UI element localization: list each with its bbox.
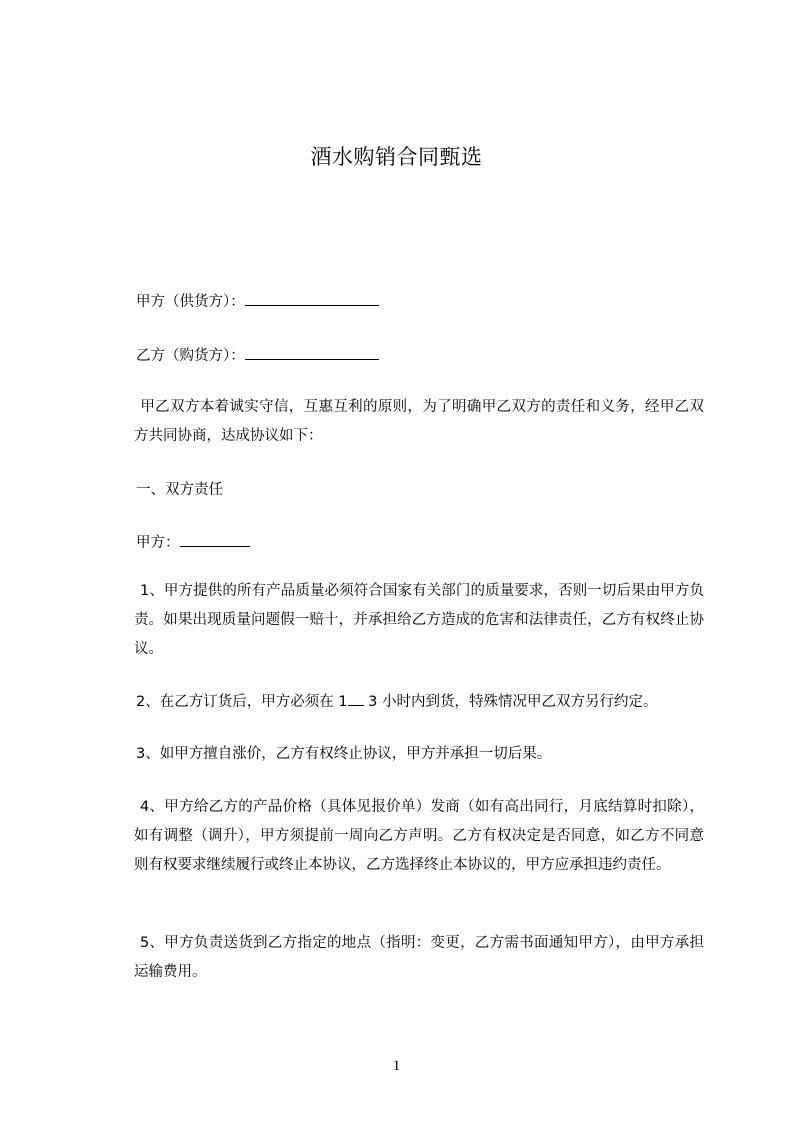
party-a-blank: [245, 291, 379, 306]
clause-4: [134, 793, 704, 880]
clause-5: [134, 929, 704, 987]
party-a-label: 甲方（供货方）：: [136, 294, 245, 310]
party-a-short-line: [136, 532, 250, 553]
clause-4-text: 4、甲方给乙方的产品价格（具体见报价单）发商（如有高出同行，月底结算时扣除），如有调整（调升），甲方须提前一周向乙方声明。乙方有权决定是否同意，如乙方不同意则有权要求继续履行或终止本协议，乙方选择终止本协议的，甲方应承担违约责任。: [134, 799, 704, 873]
clause-1-text: 1、甲方提供的所有产品质量必须符合国家有关部门的质量要求，否则一切后果由甲方负责。如果出现质量问题假一赔十，并承担给乙方造成的危害和法律责任，乙方有权终止协议。: [134, 583, 704, 657]
party-b-label: 乙方（购货方）：: [136, 348, 245, 364]
clause-3: 3、如甲方擅自涨价，乙方有权终止协议，甲方并承担一切后果。: [136, 746, 552, 762]
party-b-blank: [245, 345, 379, 360]
clause-2-prefix: 2、在乙方订货后，甲方必须在 1: [136, 694, 348, 710]
clause-1: [134, 577, 704, 664]
party-a-short-blank: [180, 532, 250, 547]
clause-2-blank: [348, 691, 364, 706]
document-title: 酒水购销合同甄选: [310, 145, 483, 169]
party-a-short-label: 甲方：: [136, 535, 180, 551]
party-b-line: [136, 345, 379, 366]
intro-text: 甲乙双方本着诚实守信，互惠互利的原则，为了明确甲乙双方的责任和义务，经甲乙双方共同协商，达成协议如下：: [134, 399, 704, 444]
page-number: 1: [392, 1058, 401, 1074]
party-a-line: [136, 291, 379, 312]
clause-5-text: 5、甲方负责送货到乙方指定的地点（指明：变更，乙方需书面通知甲方），由甲方承担运输费用。: [134, 935, 704, 980]
clause-2-suffix: 3 小时内到货，特殊情况甲乙双方另行约定。: [363, 694, 658, 710]
clause-2: [136, 691, 658, 712]
section-1-heading: 一、双方责任: [136, 482, 223, 498]
intro-paragraph: [134, 393, 704, 451]
